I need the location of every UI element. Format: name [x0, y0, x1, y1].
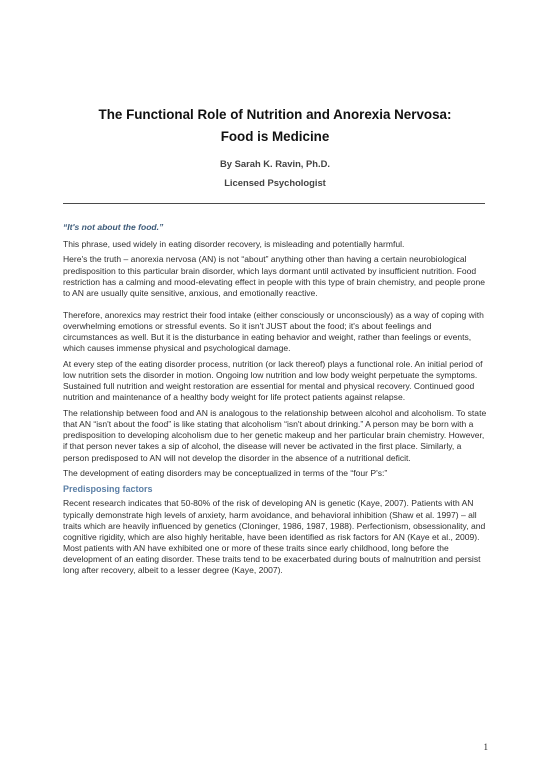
byline: [40, 154, 510, 192]
title-line-1: The Functional Role of Nutrition and Anorexia Nervosa:: [98, 107, 452, 122]
author-credential: Licensed Psychologist: [224, 177, 326, 188]
lead-quote: “It's not about the food.”: [63, 222, 164, 232]
paragraph-4: At every step of the eating disorder process, nutrition (or lack thereof) plays a functional role. An initial period of low nutrition sets the disorder in motion. Ongoing low nutrition and low body weight perpetuate the symptoms. Sustained full nutrition and weight restoration are essential for mental and physical recovery. Continued good nutrition and maintenance of a healthy body weight for life protect patients against relapse.: [63, 359, 483, 403]
paragraph-2: Here's the truth – anorexia nervosa (AN) is not “about” anything other than having a certain neurobiological predisposition to this particular brain disorder, which lays dormant until activated by insufficient nutrition. Food restriction has a calming and mood-elevating effect in people with this type of brain chemistry, and people prone to AN are usually quite sensitive, anxious, and emotionally reactive.: [63, 254, 486, 298]
horizontal-divider: [63, 203, 485, 204]
section-heading: Predisposing factors: [63, 484, 153, 495]
section-paragraph: Recent research indicates that 50-80% of the risk of developing AN is genetic (Kaye, 2007). Patients with AN typically demonstrate high levels of anxiety, harm avoidance, and behavioral inhibition (Shaw et al. 1997) – all traits which are heavily influenced by genetics (Cloninger, 1986, 1987, 1988). Perfectionism, obsessionality, and cognitive rigidity, which are also highly heritable, have been identified as risk factors for AN (Kaye et al., 2009). Most patients with AN have exhibited one or more of these traits since early childhood, long before the development of an eating disorder. These traits tend to be exacerbated during bouts of malnutrition and persist long after recovery, albeit to a lesser degree (Kaye, 2007).: [63, 498, 486, 576]
paragraph-1: This phrase, used widely in eating disorder recovery, is misleading and potentially harmful.: [63, 238, 405, 249]
title-line-2: Food is Medicine: [220, 129, 330, 144]
document-body: [63, 222, 487, 581]
paragraph-5: The relationship between food and AN is analogous to the relationship between alcohol and alcoholism. To state that AN “isn't about the food” is like stating that alcoholism “isn't about drinking.” A person may be born with a predisposition to developing alcoholism due to her genetic makeup and her particular brain chemistry. However, if that person never takes a sip of alcohol, the disease will never be activated in the first place. Similarly, a person predisposed to AN will not develop the disorder in the absence of a nutritional deficit.: [63, 408, 487, 463]
paragraph-3: Therefore, anorexics may restrict their food intake (either consciously or unconsciously) as a way of coping with overwhelming emotions or stressful events. So it isn't JUST about the food; it's about feelings and circumstances as well. But it is the disturbance in eating behavior and weight, rather than feelings or events, which causes immense physical and psychological damage.: [63, 309, 484, 354]
document-title: [40, 104, 510, 148]
author-name: By Sarah K. Ravin, Ph.D.: [220, 158, 330, 169]
paragraph-6: The development of eating disorders may be conceptualized in terms of the “four P's:”: [63, 468, 388, 479]
page-number: 1: [483, 742, 488, 752]
